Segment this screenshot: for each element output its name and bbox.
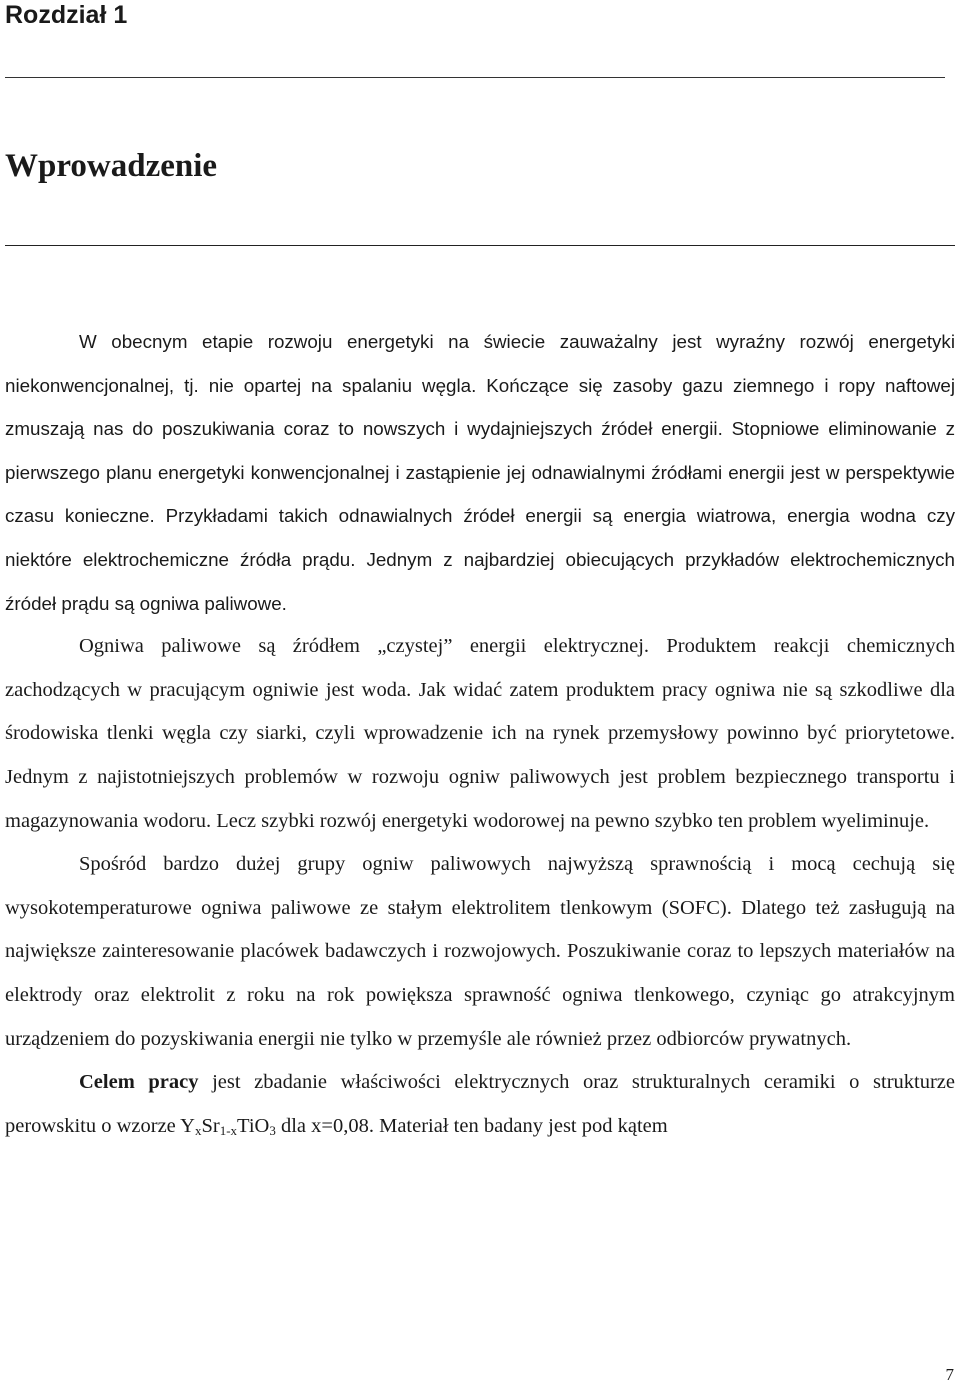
chapter-title: Wprowadzenie (5, 148, 218, 184)
paragraph-2: Ogniwa paliwowe są źródłem „czystej” energii elektrycznej. Produktem reakcji chemicznych zachodzących w pracującym ogniwie jest woda. Jak widać zatem produktem pracy ogniwa nie są szkodliwe dla środowiska tlenki węgla czy siarki, czyli wprowadzenie ich na rynek przemysłowy powinno być priorytetowe. Jednym z najistotniejszych problemów w rozwoju ogniw paliwowych jest problem bezpiecznego transportu i magazynowania wodoru. Lecz szybki rozwój energetyki wodorowej na pewno szybko ten problem wyeliminuje. (5, 635, 955, 832)
top-divider (5, 77, 945, 78)
paragraph-3: Spośród bardzo dużej grupy ogniw paliwowych najwyższą sprawnością i mocą cechują się wysokotemperaturowe ogniwa paliwowe ze stałym elektrolitem tlenkowym (SOFC). Dlatego też zasługują na największe zainteresowanie placówek badawczych i rozwojowych. Poszukiwanie coraz to lepszych materiałów na elektrody oraz elektrolit z roku na rok powiększa sprawność ogniwa tlenkowego, czyniąc go atrakcyjnym urządzeniem do pozyskiwania energii nie tylko w przemyśle ale również przez odbiorców prywatnych. (5, 853, 955, 1050)
page-number: 7 (945, 1365, 954, 1384)
paragraph-4 (5, 1061, 955, 1148)
goal-text: jest zbadanie właściwości elektrycznych oraz strukturalnych ceramiki o strukturze perowskitu o wzorze (5, 1071, 956, 1137)
chapter-label: Rozdział 1 (5, 1, 128, 29)
body-text (5, 320, 955, 1148)
chemical-formula: $Y_xSr_{1-x}TiO_3$ (180, 1114, 276, 1138)
goal-text-end: dla x=0,08. Materiał ten badany jest pod kątem (275, 1114, 668, 1137)
goal-lead: Celem pracy (79, 1071, 199, 1094)
title-divider (5, 245, 955, 246)
paragraph-1: W obecnym etapie rozwoju energetyki na świecie zauważalny jest wyraźny rozwój energetyki niekonwencjonalnej, tj. nie opartej na spalaniu węgla. Kończące się zasoby gazu ziemnego i ropy naftowej zmuszają nas do poszukiwania coraz to nowszych i wydajniejszych źródeł energii. Stopniowe eliminowanie z pierwszego planu energetyki konwencjonalnej i zastąpienie jej odnawialnymi źródłami energii jest w perspektywie czasu konieczne. Przykładami takich odnawialnych źródeł energii są energia wiatrowa, energia wodna czy niektóre elektrochemiczne źródła prądu. Jednym z najbardziej obiecujących przykładów elektrochemicznych źródeł prądu są ogniwa paliwowe. (5, 331, 955, 614)
